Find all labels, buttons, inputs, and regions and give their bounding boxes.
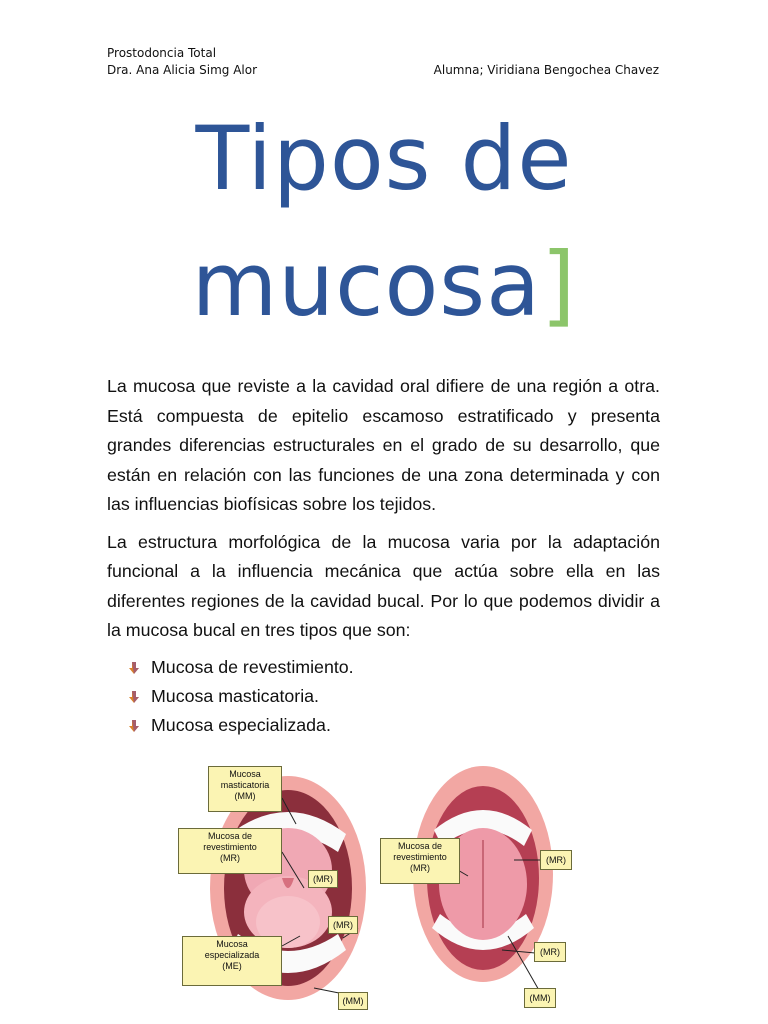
- arrow-bullet-icon: [127, 719, 141, 733]
- label-mr-d: (MR): [534, 942, 566, 962]
- title-word: mucosa: [191, 233, 542, 336]
- list-item-text: Mucosa masticatoria.: [151, 686, 319, 707]
- arrow-bullet-icon: [127, 661, 141, 675]
- label-mucosa-especializada: Mucosa especializada (ME): [182, 936, 282, 986]
- teacher-name: Dra. Ana Alicia Simg Alor: [107, 63, 258, 77]
- list-item-text: Mucosa especializada.: [151, 715, 331, 736]
- label-mucosa-revestimiento-right: Mucosa de revestimiento (MR): [380, 838, 460, 884]
- title-bracket: ]: [541, 233, 577, 336]
- title-line-1: Tipos de: [195, 107, 573, 210]
- document-body: [107, 372, 660, 741]
- course-name: Prostodoncia Total: [107, 46, 217, 60]
- label-mm-a: (MM): [338, 992, 368, 1010]
- list-item: [127, 683, 660, 712]
- oral-mucosa-figure: [178, 760, 588, 1024]
- paragraph-2: La estructura morfológica de la mucosa varia por la adaptación funcional a la influencia mecánica que actúa sobre ella en las diferentes regiones de la cavidad bucal. Por lo que podemos dividir a la mucosa bucal en tres tipos que son:: [107, 531, 660, 640]
- label-mm-b: (MM): [524, 988, 556, 1008]
- paragraph-1: La mucosa que reviste a la cavidad oral difiere de una región a otra. Está compuesta de epitelio escamoso estratificado y presenta grandes diferencias estructurales en el grado de su desarrollo, que están en relación con las funciones de una zona determinada y con las influencias biofísicas sobre los tejidos.: [107, 376, 660, 514]
- document-title: [0, 96, 768, 348]
- list-item: [127, 712, 660, 741]
- label-mr-b: (MR): [328, 916, 358, 934]
- list-item-text: Mucosa de revestimiento.: [151, 657, 354, 678]
- label-mr-c: (MR): [540, 850, 572, 870]
- mucosa-types-list: [107, 654, 660, 741]
- arrow-bullet-icon: [127, 690, 141, 704]
- label-mr-a: (MR): [308, 870, 338, 888]
- label-mucosa-revestimiento-left: Mucosa de revestimiento (MR): [178, 828, 282, 874]
- student-name: Alumna; Viridiana Bengochea Chavez: [433, 63, 659, 77]
- label-mucosa-masticatoria: Mucosa masticatoria (MM): [208, 766, 282, 812]
- list-item: [127, 654, 660, 683]
- title-line-2: [0, 222, 768, 348]
- page-header: [107, 45, 659, 79]
